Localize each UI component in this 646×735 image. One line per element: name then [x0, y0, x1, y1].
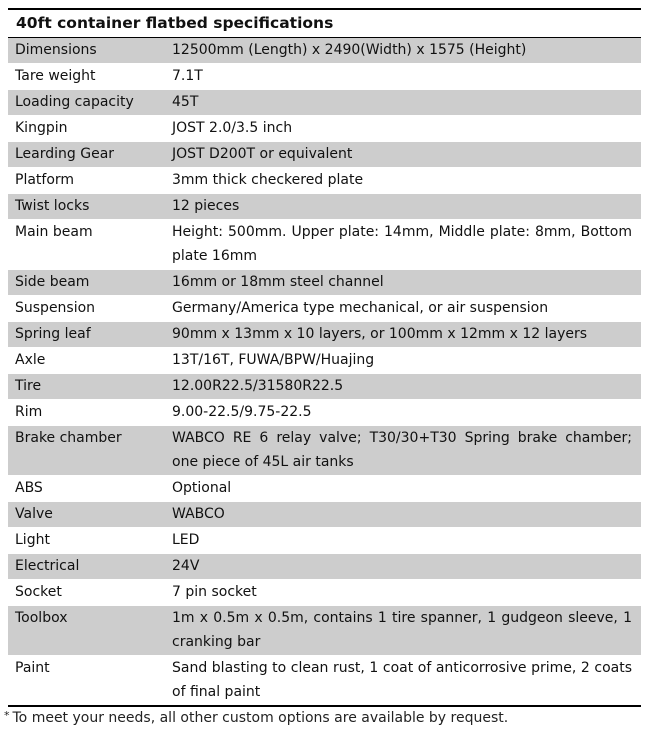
spec-value: 12 pieces [165, 194, 641, 220]
spec-label: Light [8, 528, 165, 554]
spec-label: Learding Gear [8, 142, 165, 168]
spec-label: Socket [8, 580, 165, 606]
spec-label: Rim [8, 400, 165, 426]
spec-value: 90mm x 13mm x 10 layers, or 100mm x 12mm x 12 layers [165, 322, 641, 348]
spec-row-rim [8, 400, 641, 426]
spec-table-body [8, 38, 641, 706]
spec-value: LED [165, 528, 641, 554]
spec-row-dimensions [8, 38, 641, 64]
spec-row-abs [8, 476, 641, 502]
spec-row-brake-chamber [8, 426, 641, 476]
spec-label: ABS [8, 476, 165, 502]
spec-value: 12500mm (Length) x 2490(Width) x 1575 (Height) [165, 38, 641, 64]
spec-label: Spring leaf [8, 322, 165, 348]
spec-row-paint [8, 656, 641, 707]
spec-row-toolbox [8, 606, 641, 656]
spec-value: JOST D200T or equivalent [165, 142, 641, 168]
spec-table [8, 8, 641, 707]
spec-label: Kingpin [8, 116, 165, 142]
spec-label: Electrical [8, 554, 165, 580]
spec-row-side-beam [8, 270, 641, 296]
spec-value: 7.1T [165, 64, 641, 90]
spec-value: 45T [165, 90, 641, 116]
spec-label: Twist locks [8, 194, 165, 220]
spec-row-landing-gear [8, 142, 641, 168]
spec-label: Toolbox [8, 606, 165, 656]
spec-value: JOST 2.0/3.5 inch [165, 116, 641, 142]
spec-value: 9.00-22.5/9.75-22.5 [165, 400, 641, 426]
spec-label: Tire [8, 374, 165, 400]
spec-label: Main beam [8, 220, 165, 270]
spec-row-kingpin [8, 116, 641, 142]
spec-row-electrical [8, 554, 641, 580]
spec-value: Germany/America type mechanical, or air suspension [165, 296, 641, 322]
spec-row-main-beam [8, 220, 641, 270]
spec-row-light [8, 528, 641, 554]
spec-row-platform [8, 168, 641, 194]
spec-value: Height: 500mm. Upper plate: 14mm, Middle plate: 8mm, Bottom plate 16mm [165, 220, 641, 270]
spec-row-tire [8, 374, 641, 400]
footnote-text: To meet your needs, all other custom options are available by request. [12, 710, 509, 726]
spec-label: Platform [8, 168, 165, 194]
spec-row-loading-capacity [8, 90, 641, 116]
spec-row-axle [8, 348, 641, 374]
spec-value: 7 pin socket [165, 580, 641, 606]
spec-label: Loading capacity [8, 90, 165, 116]
spec-value: 24V [165, 554, 641, 580]
table-title: 40ft container flatbed specifications [8, 8, 641, 38]
spec-value: 1m x 0.5m x 0.5m, contains 1 tire spanner, 1 gudgeon sleeve, 1 cranking bar [165, 606, 641, 656]
spec-value: 12.00R22.5/31580R22.5 [165, 374, 641, 400]
footnote [4, 708, 508, 728]
spec-value: 13T/16T, FUWA/BPW/Huajing [165, 348, 641, 374]
spec-row-valve [8, 502, 641, 528]
spec-row-spring-leaf [8, 322, 641, 348]
spec-label: Valve [8, 502, 165, 528]
footnote-marker: * [4, 709, 10, 722]
spec-label: Brake chamber [8, 426, 165, 476]
spec-value: WABCO [165, 502, 641, 528]
spec-label: Dimensions [8, 38, 165, 64]
spec-label: Tare weight [8, 64, 165, 90]
spec-value: WABCO RE 6 relay valve; T30/30+T30 Spring brake chamber; one piece of 45L air tanks [165, 426, 641, 476]
spec-row-tare-weight [8, 64, 641, 90]
spec-label: Suspension [8, 296, 165, 322]
spec-value: 16mm or 18mm steel channel [165, 270, 641, 296]
spec-label: Side beam [8, 270, 165, 296]
spec-value: 3mm thick checkered plate [165, 168, 641, 194]
spec-row-twist-locks [8, 194, 641, 220]
spec-value: Sand blasting to clean rust, 1 coat of anticorrosive prime, 2 coats of final paint [165, 656, 641, 707]
spec-value: Optional [165, 476, 641, 502]
spec-label: Paint [8, 656, 165, 707]
spec-label: Axle [8, 348, 165, 374]
spec-row-socket [8, 580, 641, 606]
spec-row-suspension [8, 296, 641, 322]
